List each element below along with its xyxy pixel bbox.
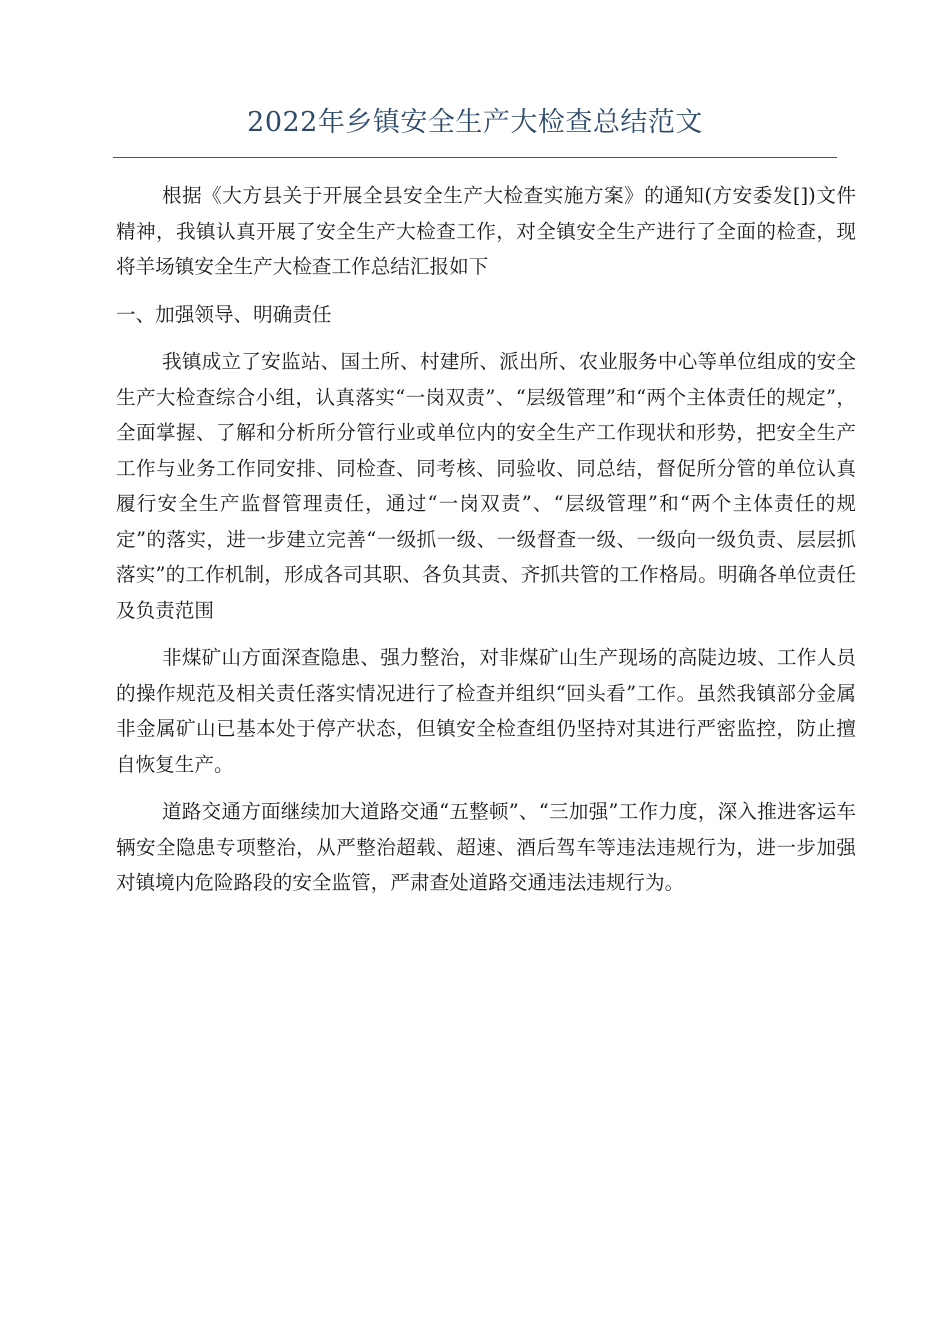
section-heading: 一、加强领导、明确责任	[116, 302, 332, 326]
document-title: 2022年乡镇安全生产大检查总结范文	[247, 107, 703, 138]
intro-paragraph: 根据《大方县关于开展全县安全生产大检查实施方案》的通知(方安委发[])文件精神，我镇认真开展了安全生产大检查工作，对全镇安全生产进行了全面的检查，现将羊场镇安全生产大检查工作总结汇报如下	[116, 184, 856, 278]
mining-paragraph: 非煤矿山方面深查隐患、强力整治，对非煤矿山生产现场的高陡边坡、工作人员的操作规范及相关责任落实情况进行了检查并组织“回头看”工作。虽然我镇部分金属非金属矿山已基本处于停产状态，但镇安全检查组仍坚持对其进行严密监控，防止擅自恢复生产。	[116, 646, 856, 776]
title-divider	[113, 157, 837, 158]
leadership-paragraph: 我镇成立了安监站、国土所、村建所、派出所、农业服务中心等单位组成的安全生产大检查综合小组，认真落实“一岗双责”、“层级管理”和“两个主体责任的规定”，全面掌握、了解和分析所分管行业或单位内的安全生产工作现状和形势，把安全生产工作与业务工作同安排、同检查、同考核、同验收、同总结，督促所分管的单位认真履行安全生产监督管理责任，通过“一岗双责”、“层级管理”和“两个主体责任的规定”的落实，进一步建立完善“一级抓一级、一级督查一级、一级向一级负责、层层抓落实”的工作机制，形成各司其职、各负其责、齐抓共管的工作格局。明确各单位责任及负责范围	[116, 350, 856, 622]
traffic-paragraph: 道路交通方面继续加大道路交通“五整顿”、“三加强”工作力度，深入推进客运车辆安全隐患专项整治，从严整治超载、超速、酒后驾车等违法违规行为，进一步加强对镇境内危险路段的安全监管，严肃查处道路交通违法违规行为。	[116, 800, 856, 894]
document-body	[116, 178, 856, 901]
